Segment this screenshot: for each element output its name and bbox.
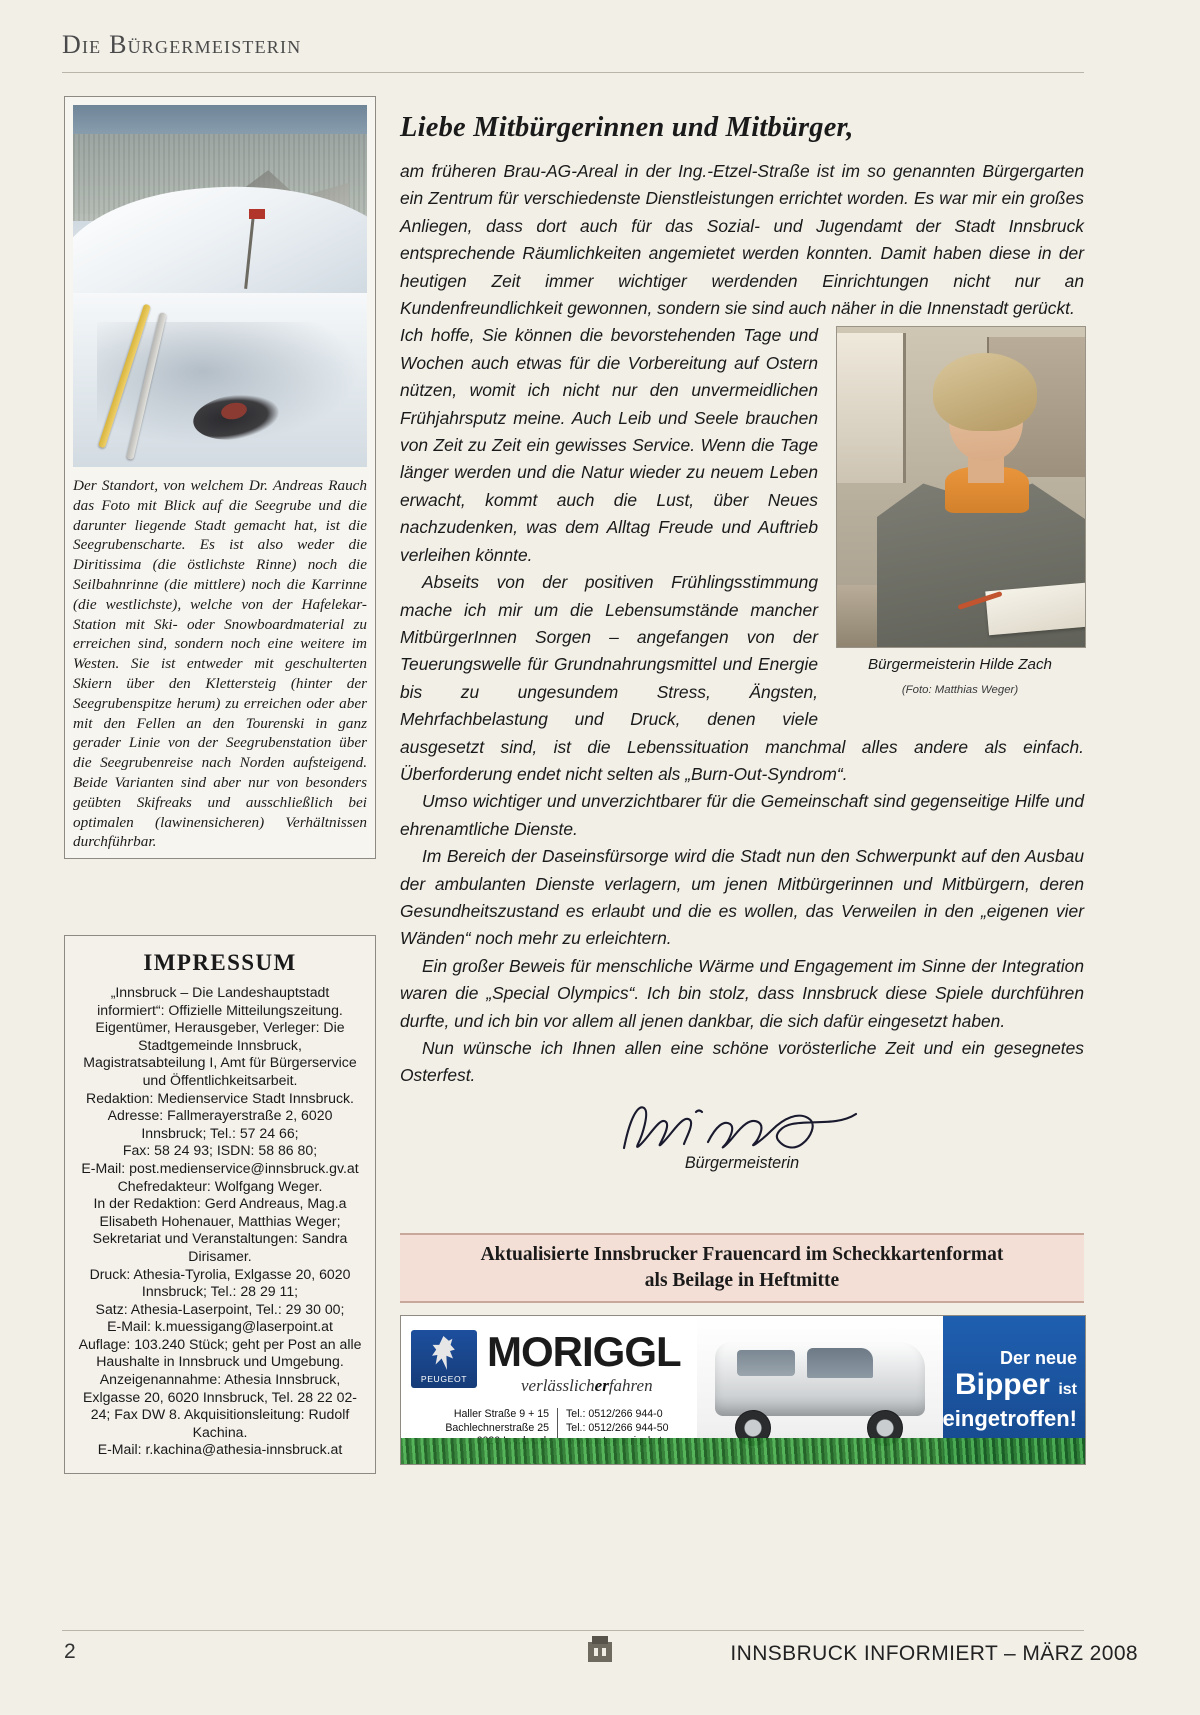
peugeot-logo-icon — [411, 1330, 477, 1388]
impressum-box — [64, 935, 376, 1474]
impressum-line: Chefredakteur: Wolfgang Weger. — [117, 1177, 323, 1194]
article-paragraph: Umso wichtiger und unverzichtbarer für die Gemeinschaft sind gegenseitige Hilfe und ehrenamtliche Dienste. — [400, 791, 1084, 839]
impressum-line: Auflage: 103.240 Stück; geht per Post an alle Haushalte in Innsbruck und Umgebung. — [78, 1335, 362, 1370]
impressum-title: IMPRESSUM — [143, 950, 297, 975]
article-column — [400, 96, 1084, 1182]
frauencard-line-1: Aktualisierte Innsbrucker Frauencard im Scheckkartenformat — [480, 1244, 1004, 1265]
contact-line: Tel.: 0512/266 944-0 — [566, 1408, 663, 1420]
article-salutation: Liebe Mitbürgerinnen und Mitbürger, — [400, 112, 854, 143]
slogan-part-2: fahren — [608, 1376, 653, 1395]
impressum-line: E-Mail: k.muessigang@laserpoint.at — [107, 1318, 333, 1335]
article-paragraph: am früheren Brau-AG-Areal in der Ing.-Etzel-Straße ist im so genannten Bürgergarten ein Zentrum für verschiedenste Dienstleistungen errichtet worden. Es war mir ein großes Anliegen, dass dort auch für das Sozial- und Jugendamt der Stadt Innsbruck entsprechende Räumlichkeiten angemietet werden konnten. Damit haben diese in der heutigen Zeit immer wichtiger werdenden Einrichtungen nicht nur an Kundenfreundlichkeit gewonnen, sondern sie sind auch näher in die Innenstadt gerückt. — [400, 161, 1084, 319]
impressum-line: Anzeigenannahme: Athesia Innsbruck, Exlgasse 20, 6020 Innsbruck, Tel. 28 22 02-24; Fax DW 8. Akquisitionsleitung: Rudolf Kachina. — [83, 1371, 357, 1440]
handwritten-signature — [612, 1096, 872, 1158]
impressum-line: „Innsbruck – Die Landeshauptstadt informiert“: Offizielle Mitteilungszeitung. — [97, 984, 343, 1018]
dealer-slogan — [521, 1376, 653, 1396]
photo-caption: Der Standort, von welchem Dr. Andreas Rauch das Foto mit Blick auf die Seegrube und die darunter liegende Stadt gemacht hat, ist die Seegrubenscharte. Es ist also weder die Diritissima (die östlichste Rinne) noch die Seilbahnrinne (die mittlere) noch die Karrinne (die westlichste), welche von der Hafelekar-Station mit Ski- oder Snowboardmaterial zu erreichen sind, sondern noch eine weitere im Westen. Sie ist entweder mit geschulterten Skiern über den Klettersteig (hinter der Seegrubenspitze herum) zu erreichen oder aber mit den Fellen an den Tourenski in ganz gerader Linie von der Seegrubenstation über die Seegrubenreise nach Norden aufsteigend. Beide Varianten sind aber nur von besonders geübten Skifreaks und ausschließlich bei optimalen (lawinensicheren) Verhältnissen durchführbar. — [73, 477, 367, 851]
footer-divider — [62, 1630, 1084, 1631]
impressum-line: Eigentümer, Herausgeber, Verleger: Die Stadtgemeinde Innsbruck, Magistratsabteilung I, Amt für Bürgerservice und Öffentlichkeitsarbeit. — [83, 1019, 357, 1088]
page-number: 2 — [64, 1640, 76, 1663]
peugeot-wordmark: PEUGEOT — [420, 1374, 468, 1384]
article-paragraph: Im Bereich der Daseinsfürsorge wird die Stadt nun den Schwerpunkt auf den Ausbau der ambulanten Dienste verlagern, um jenen Mitbürgerinnen und Mitbürgern, deren Gesundheitszustand es erlaubt und die es wollen, das Verweilen in den „eigenen vier Wänden“ noch mehr zu erleichtern. — [400, 846, 1084, 949]
frauencard-banner — [400, 1233, 1084, 1303]
city-seal-icon — [583, 1632, 617, 1666]
promo-line-1: Der neue — [999, 1348, 1077, 1368]
impressum-line: Redaktion: Medienservice Stadt Innsbruck. — [86, 1089, 354, 1106]
grass-graphic — [401, 1438, 1085, 1464]
left-column — [64, 96, 376, 859]
signature-block — [400, 1096, 1084, 1182]
impressum-line: Druck: Athesia-Tyrolia, Exlgasse 20, 6020 Innsbruck; Tel.: 28 29 11; — [89, 1265, 351, 1300]
article-body — [400, 158, 1084, 1090]
seegrubenscharte-photo — [73, 105, 367, 467]
impressum-line: Adresse: Fallmerayerstraße 2, 6020 Innsbruck; Tel.: 57 24 66; — [107, 1107, 333, 1141]
article-paragraph: Nun wünsche ich Ihnen allen eine schöne vorösterliche Zeit und ein gesegnetes Osterfest. — [400, 1038, 1084, 1086]
contact-line: Tel.: 0512/266 944-50 — [566, 1421, 669, 1434]
section-title: Die Bürgermeisterin — [62, 30, 302, 59]
header-divider — [62, 72, 1084, 73]
impressum-line: Sekretariat und Veranstaltungen: Sandra Dirisamer. — [92, 1230, 348, 1264]
article-paragraph: Abseits von der positiven Frühlingsstimmung mache ich mir um die Lebensumstände mancher MitbürgerInnen Sorgen – angefangen von der Teuerungswelle für Grundnahrungsmittel und Energie bis zu ungesundem Stress, Ängsten, Mehrfachbelastung und Druck, denen viele ausgesetzt sind, ist die Lebenssituation manchmal alles andere als einfach. Überforderung endet nicht selten als „Burn-Out-Syndrom“. — [400, 572, 1084, 784]
promo-line-2 — [955, 1369, 1077, 1406]
portrait-figure — [836, 326, 1084, 704]
article-paragraph: Ein großer Beweis für menschliche Wärme und Engagement im Sinne der Integration waren die „Special Olympics“. Ich bin stolz, dass Innsbruck diese Spiele durchführen durfte, und ich bin vor allem all jenen dankbar, die sich dafür eingesetzt haben. — [400, 955, 1084, 1031]
publication-title: INNSBRUCK INFORMIERT – MÄRZ 2008 — [730, 1642, 1138, 1665]
signature-label: Bürgermeisterin — [684, 1153, 800, 1172]
slogan-part-bold: er — [594, 1376, 609, 1395]
article-paragraph: Ich hoffe, Sie können die bevorstehenden Tage und Wochen auch etwas für die Vorbereitung auf Ostern nützen, womit ich nicht nur den unvermeidlichen Frühjahrsputz meine. Auch Leib und Seele brauchen von Zeit zu Zeit ein gewisses Service. Wenn die Tage länger werden und die Natur wieder zu neuem Leben erwacht, kommt auch die Lust, über Neues nachzudenken, was dem Alltag Freude und Auftrieb verleihen könnte. — [400, 325, 818, 565]
lion-icon — [429, 1336, 459, 1370]
address-line: Bachlechnerstraße 25 — [445, 1421, 549, 1434]
portrait-caption: Bürgermeisterin Hilde Zach — [867, 656, 1052, 674]
portrait-credit: (Foto: Matthias Weger) — [901, 684, 1019, 697]
frauencard-line-2: als Beilage in Heftmitte — [644, 1270, 840, 1291]
promo-suffix: ist — [1058, 1381, 1077, 1398]
advertisement[interactable] — [400, 1315, 1086, 1465]
promo-line-3: eingetroffen! — [942, 1406, 1077, 1431]
page-header — [62, 30, 1082, 60]
impressum-line: Fax: 58 24 93; ISDN: 58 86 80; — [122, 1142, 318, 1159]
address-line: Haller Straße 9 + 15 — [453, 1408, 549, 1420]
impressum-line: E-Mail: post.medienservice@innsbruck.gv.at — [81, 1159, 359, 1176]
impressum-line: E-Mail: r.kachina@athesia-innsbruck.at — [97, 1441, 343, 1458]
mayor-portrait-photo — [836, 326, 1086, 648]
flag-icon — [249, 209, 265, 219]
impressum-line: Satz: Athesia-Laserpoint, Tel.: 29 30 00; — [95, 1300, 345, 1317]
dealer-name: MORIGGL — [487, 1328, 681, 1375]
promo-model: Bipper — [954, 1368, 1050, 1401]
impressum-line: In der Redaktion: Gerd Andreaus, Mag.a Elisabeth Hohenauer, Matthias Weger; — [93, 1195, 347, 1229]
photo-frame — [64, 96, 376, 859]
slogan-part-1: verlässlich — [521, 1376, 595, 1395]
